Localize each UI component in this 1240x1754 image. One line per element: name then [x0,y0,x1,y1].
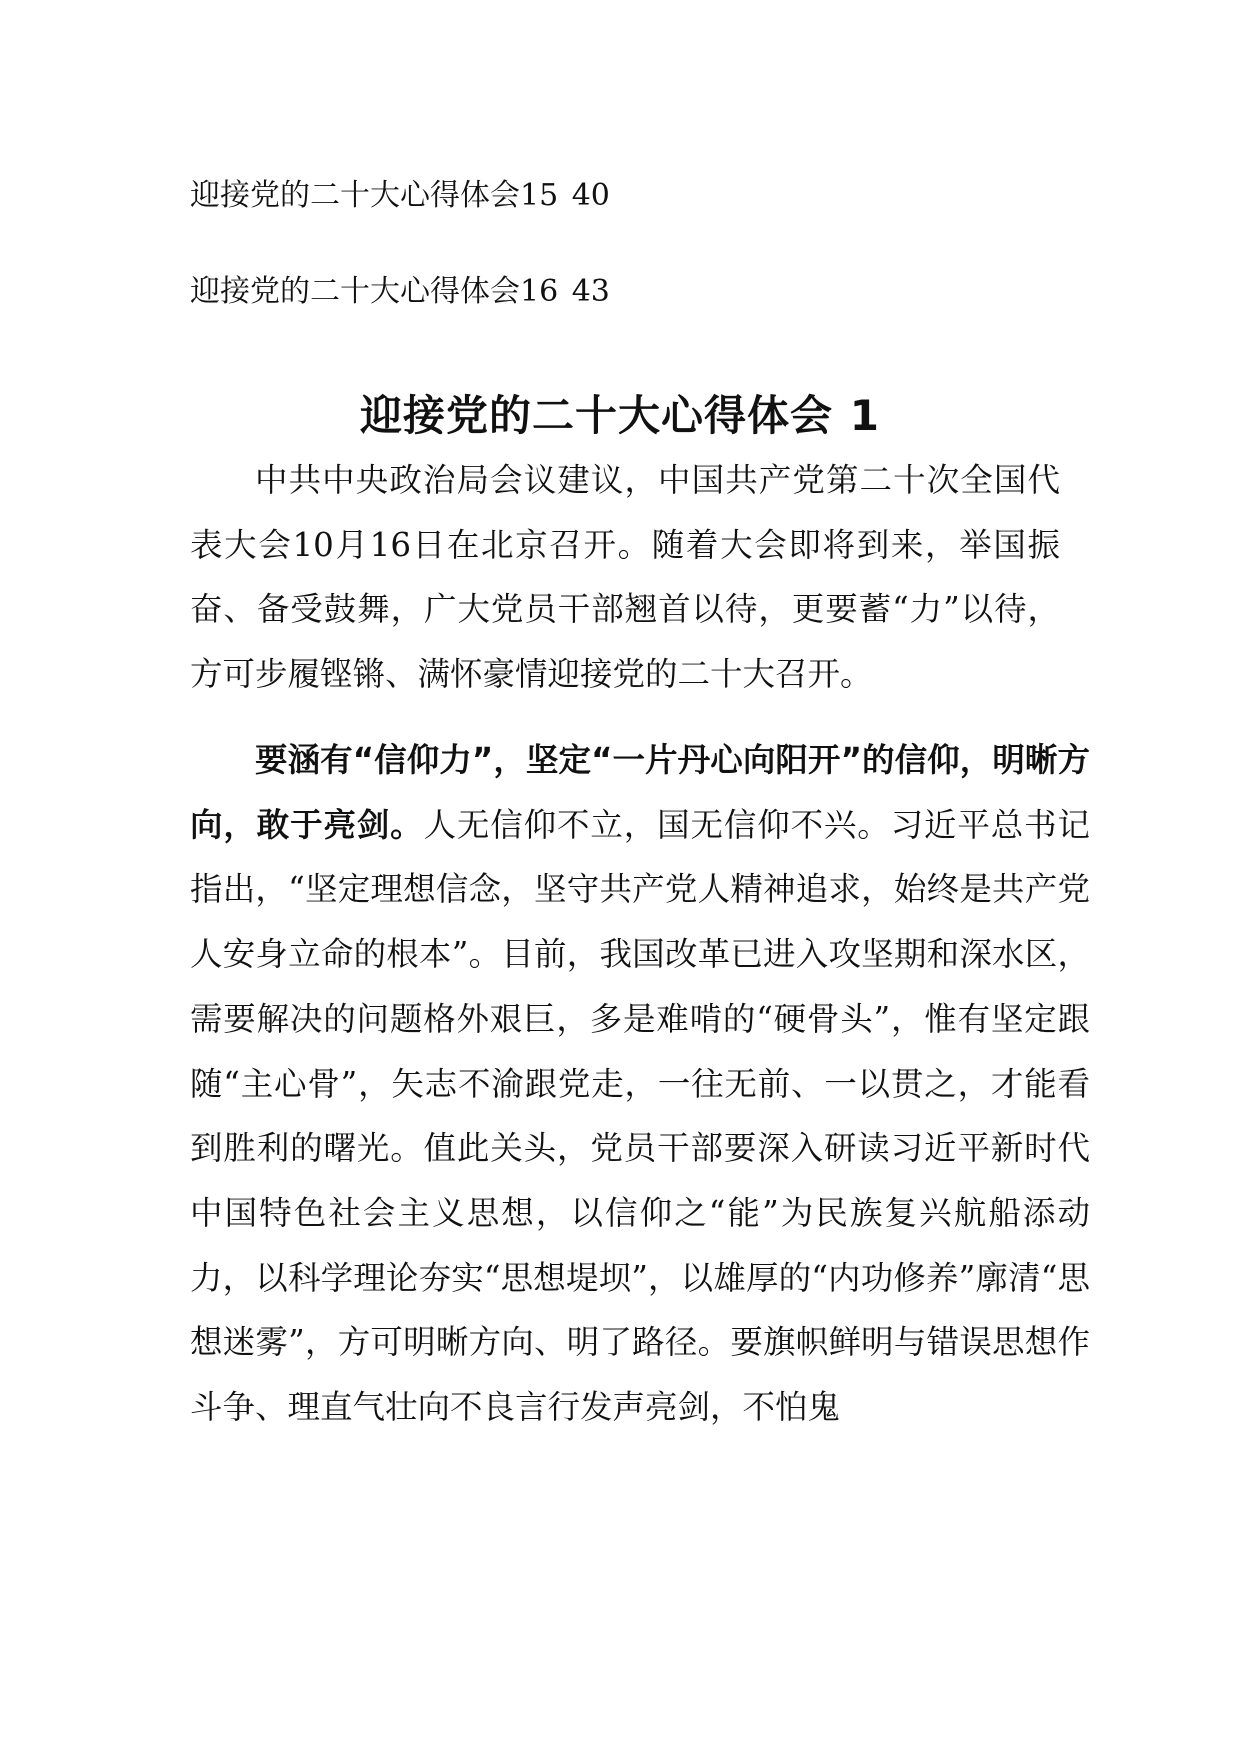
body-paragraph: 中共中央政治局会议建议，中国共产党第二十次全国代表大会10月16日在北京召开。随着大会即将到来，举国振奋、备受鼓舞，广大党员干部翘首以待，更要蓄“力”以待，方可步履铿锵、满怀豪情迎接党的二十大召开。 [190,461,1060,694]
toc-entry[interactable] [190,272,610,312]
article-title [0,388,1240,444]
toc-entry-page: 40 [571,178,610,213]
toc-entry-page: 43 [571,274,610,309]
article-title-number: 1 [849,391,881,441]
article-title-text: 迎接党的二十大心得体会 [359,391,833,441]
toc-entry-label: 迎接党的二十大心得体会15 [190,178,559,213]
toc-entry-label: 迎接党的二十大心得体会16 [190,274,559,309]
paragraph-lead-sentence: 要涵有“信仰力”，坚定“一片丹心向阳开”的信仰，明晰方向，敢于亮剑。 [190,741,1090,844]
toc-entry[interactable] [190,176,610,216]
paragraph-body-text: 人无信仰不立，国无信仰不兴。习近平总书记指出，“坚定理想信念，坚守共产党人精神追求，始终是共产党人安身立命的根本”。目前，我国改革已进入攻坚期和深水区，需要解决的问题格外艰巨，多是难啃的“硬骨头”，惟有坚定跟随“主心骨”，矢志不渝跟党走，一往无前、一以贯之，才能看到胜利的曙光。值此关头，党员干部要深入研读习近平新时代中国特色社会主义思想，以信仰之“能”为民族复兴航船添动力，以科学理论夯实“思想堤坝”，以雄厚的“内功修养”廓清“思想迷雾”，方可明晰方向、明了路径。要旗帜鲜明与错误思想作斗争、理直气壮向不良言行发声亮剑，不怕鬼 [190,805,1090,1427]
body-paragraph [190,728,1090,1440]
